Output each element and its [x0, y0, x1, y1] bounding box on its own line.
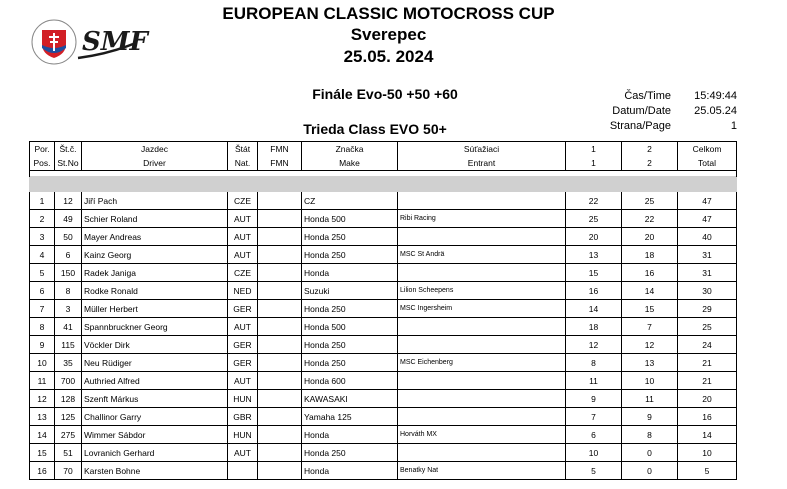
cell-driver: Karsten Bohne	[82, 462, 228, 480]
cell-entrant	[398, 408, 566, 426]
cell-fmn	[258, 318, 302, 336]
col-r2-header-en: 2	[622, 156, 678, 171]
cell-fmn	[258, 462, 302, 480]
cell-driver: Radek Janiga	[82, 264, 228, 282]
col-make-header-en: Make	[302, 156, 398, 171]
cell-make: Suzuki	[302, 282, 398, 300]
date-label: Datum/Date	[612, 105, 671, 117]
cell-no: 150	[55, 264, 82, 282]
cell-total: 47	[678, 192, 737, 210]
gray-band	[30, 177, 737, 192]
cell-driver: Wimmer Sábdor	[82, 426, 228, 444]
cell-pos: 16	[30, 462, 55, 480]
cell-fmn	[258, 426, 302, 444]
col-r1-header-en: 1	[566, 156, 622, 171]
header-row-1	[30, 142, 737, 157]
cell-r2: 14	[622, 282, 678, 300]
cell-no: 8	[55, 282, 82, 300]
cell-entrant: Benatky Nat	[398, 462, 566, 480]
cell-r1: 12	[566, 336, 622, 354]
cell-make: KAWASAKI	[302, 390, 398, 408]
cell-total: 16	[678, 408, 737, 426]
event-venue: Sverepec	[350, 25, 427, 44]
cell-fmn	[258, 372, 302, 390]
cell-no: 51	[55, 444, 82, 462]
cell-entrant: MSC St Andrä	[398, 246, 566, 264]
cell-fmn	[258, 354, 302, 372]
cell-fmn	[258, 264, 302, 282]
cell-pos: 8	[30, 318, 55, 336]
cell-r1: 22	[566, 192, 622, 210]
cell-r2: 0	[622, 444, 678, 462]
cell-pos: 6	[30, 282, 55, 300]
cell-make: Honda 250	[302, 444, 398, 462]
cell-r1: 25	[566, 210, 622, 228]
table-row	[30, 336, 737, 354]
cell-pos: 7	[30, 300, 55, 318]
cell-fmn	[258, 336, 302, 354]
cell-no: 50	[55, 228, 82, 246]
cell-entrant	[398, 390, 566, 408]
table-row	[30, 444, 737, 462]
cell-make: Honda	[302, 462, 398, 480]
cell-make: Honda	[302, 264, 398, 282]
event-date: 25.05. 2024	[343, 47, 434, 66]
race-title: Finále Evo-50 +50 +60	[312, 86, 458, 102]
table-row	[30, 300, 737, 318]
cell-total: 29	[678, 300, 737, 318]
cell-entrant	[398, 264, 566, 282]
cell-driver: Challinor Garry	[82, 408, 228, 426]
table-row	[30, 390, 737, 408]
cell-driver: Schier Roland	[82, 210, 228, 228]
col-make-header: Značka	[302, 142, 398, 157]
cell-r2: 22	[622, 210, 678, 228]
cell-nat: AUT	[228, 444, 258, 462]
cell-total: 25	[678, 318, 737, 336]
cell-pos: 2	[30, 210, 55, 228]
cell-nat: CZE	[228, 192, 258, 210]
cell-no: 3	[55, 300, 82, 318]
cell-r1: 14	[566, 300, 622, 318]
cell-total: 20	[678, 390, 737, 408]
cell-r2: 9	[622, 408, 678, 426]
cell-total: 21	[678, 372, 737, 390]
cell-r1: 10	[566, 444, 622, 462]
cell-pos: 11	[30, 372, 55, 390]
cell-fmn	[258, 246, 302, 264]
cell-entrant	[398, 336, 566, 354]
cell-driver: Müller Herbert	[82, 300, 228, 318]
cell-make: Honda 250	[302, 228, 398, 246]
col-fmn-header-en: FMN	[258, 156, 302, 171]
cell-r1: 5	[566, 462, 622, 480]
cell-fmn	[258, 282, 302, 300]
cell-fmn	[258, 228, 302, 246]
col-r2-header: 2	[622, 142, 678, 157]
cell-make: Yamaha 125	[302, 408, 398, 426]
table-row	[30, 318, 737, 336]
cell-pos: 3	[30, 228, 55, 246]
cell-r2: 10	[622, 372, 678, 390]
cell-nat: AUT	[228, 372, 258, 390]
table-row	[30, 408, 737, 426]
cell-no: 125	[55, 408, 82, 426]
cell-r1: 13	[566, 246, 622, 264]
cell-driver: Rodke Ronald	[82, 282, 228, 300]
table-row	[30, 354, 737, 372]
cell-entrant: Ribi Racing	[398, 210, 566, 228]
cell-entrant	[398, 318, 566, 336]
col-nat-header-en: Nat.	[228, 156, 258, 171]
table-row	[30, 426, 737, 444]
cell-nat: GER	[228, 300, 258, 318]
class-title: Trieda Class EVO 50+	[303, 121, 447, 137]
cell-entrant: MSC Eichenberg	[398, 354, 566, 372]
cell-entrant	[398, 228, 566, 246]
cell-nat: AUT	[228, 210, 258, 228]
col-nat-header: Štát	[228, 142, 258, 157]
table-row	[30, 282, 737, 300]
cell-total: 47	[678, 210, 737, 228]
cell-make: CZ	[302, 192, 398, 210]
cell-nat	[228, 462, 258, 480]
header-row-2	[30, 156, 737, 171]
cell-r2: 8	[622, 426, 678, 444]
cell-nat: GBR	[228, 408, 258, 426]
cell-driver: Kainz Georg	[82, 246, 228, 264]
cell-r2: 25	[622, 192, 678, 210]
cell-pos: 13	[30, 408, 55, 426]
cell-r1: 6	[566, 426, 622, 444]
cell-total: 24	[678, 336, 737, 354]
cell-fmn	[258, 390, 302, 408]
cell-pos: 15	[30, 444, 55, 462]
table-row	[30, 228, 737, 246]
cell-total: 40	[678, 228, 737, 246]
col-fmn-header: FMN	[258, 142, 302, 157]
cell-driver: Authried Alfred	[82, 372, 228, 390]
cell-nat: HUN	[228, 390, 258, 408]
cell-entrant	[398, 372, 566, 390]
cell-nat: AUT	[228, 228, 258, 246]
cell-pos: 9	[30, 336, 55, 354]
cell-driver: Jiří Pach	[82, 192, 228, 210]
col-entrant-header: Súťažiaci	[398, 142, 566, 157]
cell-driver: Vöckler Dirk	[82, 336, 228, 354]
cell-r2: 18	[622, 246, 678, 264]
cell-nat: CZE	[228, 264, 258, 282]
table-row	[30, 192, 737, 210]
col-total-header: Celkom	[678, 142, 737, 157]
col-total-header-en: Total	[678, 156, 737, 171]
cell-total: 21	[678, 354, 737, 372]
cell-r2: 7	[622, 318, 678, 336]
cell-no: 41	[55, 318, 82, 336]
cell-driver: Spannbruckner Georg	[82, 318, 228, 336]
col-pos-header: Por.	[30, 142, 55, 157]
cell-pos: 1	[30, 192, 55, 210]
cell-r1: 11	[566, 372, 622, 390]
cell-no: 128	[55, 390, 82, 408]
cell-nat: HUN	[228, 426, 258, 444]
cell-driver: Szenft Márkus	[82, 390, 228, 408]
cell-entrant: MSC Ingersheim	[398, 300, 566, 318]
cell-no: 6	[55, 246, 82, 264]
cell-total: 5	[678, 462, 737, 480]
col-driver-header-en: Driver	[82, 156, 228, 171]
cell-total: 10	[678, 444, 737, 462]
cell-r2: 13	[622, 354, 678, 372]
cell-driver: Mayer Andreas	[82, 228, 228, 246]
page-value: 1	[730, 120, 737, 132]
col-r1-header: 1	[566, 142, 622, 157]
cell-entrant: Horváth MX	[398, 426, 566, 444]
results-table	[29, 141, 737, 480]
event-title: EUROPEAN CLASSIC MOTOCROSS CUP	[222, 4, 555, 23]
time-value: 15:49:44	[694, 90, 737, 102]
col-no-header-en: St.No	[55, 156, 82, 171]
cell-nat: GER	[228, 336, 258, 354]
cell-make: Honda	[302, 426, 398, 444]
cell-entrant	[398, 192, 566, 210]
cell-no: 70	[55, 462, 82, 480]
cell-pos: 14	[30, 426, 55, 444]
cell-pos: 5	[30, 264, 55, 282]
cell-fmn	[258, 444, 302, 462]
cell-r2: 16	[622, 264, 678, 282]
cell-r1: 7	[566, 408, 622, 426]
cell-total: 31	[678, 264, 737, 282]
cell-make: Honda 250	[302, 300, 398, 318]
cell-entrant: Lilion Scheepens	[398, 282, 566, 300]
cell-r1: 8	[566, 354, 622, 372]
table-row	[30, 246, 737, 264]
cell-fmn	[258, 210, 302, 228]
cell-no: 115	[55, 336, 82, 354]
cell-no: 275	[55, 426, 82, 444]
table-row	[30, 372, 737, 390]
cell-pos: 4	[30, 246, 55, 264]
cell-no: 49	[55, 210, 82, 228]
cell-nat: GER	[228, 354, 258, 372]
col-pos-header-en: Pos.	[30, 156, 55, 171]
logo-lettering: SMF	[82, 27, 149, 57]
cell-total: 31	[678, 246, 737, 264]
cell-r1: 18	[566, 318, 622, 336]
col-driver-header: Jazdec	[82, 142, 228, 157]
col-entrant-header-en: Entrant	[398, 156, 566, 171]
date-value: 25.05.24	[694, 105, 737, 117]
cell-r2: 15	[622, 300, 678, 318]
cell-r1: 15	[566, 264, 622, 282]
cell-make: Honda 250	[302, 336, 398, 354]
cell-make: Honda 250	[302, 246, 398, 264]
cell-nat: AUT	[228, 246, 258, 264]
cell-no: 35	[55, 354, 82, 372]
cell-fmn	[258, 408, 302, 426]
cell-r1: 9	[566, 390, 622, 408]
cell-r2: 0	[622, 462, 678, 480]
cell-fmn	[258, 192, 302, 210]
page-label: Strana/Page	[609, 120, 671, 132]
cell-r1: 20	[566, 228, 622, 246]
cell-make: Honda 500	[302, 210, 398, 228]
cell-make: Honda 250	[302, 354, 398, 372]
cell-r2: 20	[622, 228, 678, 246]
cell-r2: 11	[622, 390, 678, 408]
table-row	[30, 264, 737, 282]
cell-make: Honda 600	[302, 372, 398, 390]
table-row	[30, 462, 737, 480]
cell-no: 700	[55, 372, 82, 390]
cell-driver: Neu Rüdiger	[82, 354, 228, 372]
cell-fmn	[258, 300, 302, 318]
cell-r2: 12	[622, 336, 678, 354]
cell-no: 12	[55, 192, 82, 210]
cell-nat: AUT	[228, 318, 258, 336]
col-no-header: Št.č.	[55, 142, 82, 157]
results-body	[30, 192, 737, 480]
table-row	[30, 210, 737, 228]
cell-pos: 10	[30, 354, 55, 372]
cell-total: 30	[678, 282, 737, 300]
cell-pos: 12	[30, 390, 55, 408]
time-label: Čas/Time	[624, 90, 671, 102]
cell-driver: Lovranich Gerhard	[82, 444, 228, 462]
cell-nat: NED	[228, 282, 258, 300]
cell-entrant	[398, 444, 566, 462]
cell-total: 14	[678, 426, 737, 444]
cell-make: Honda 500	[302, 318, 398, 336]
cell-r1: 16	[566, 282, 622, 300]
